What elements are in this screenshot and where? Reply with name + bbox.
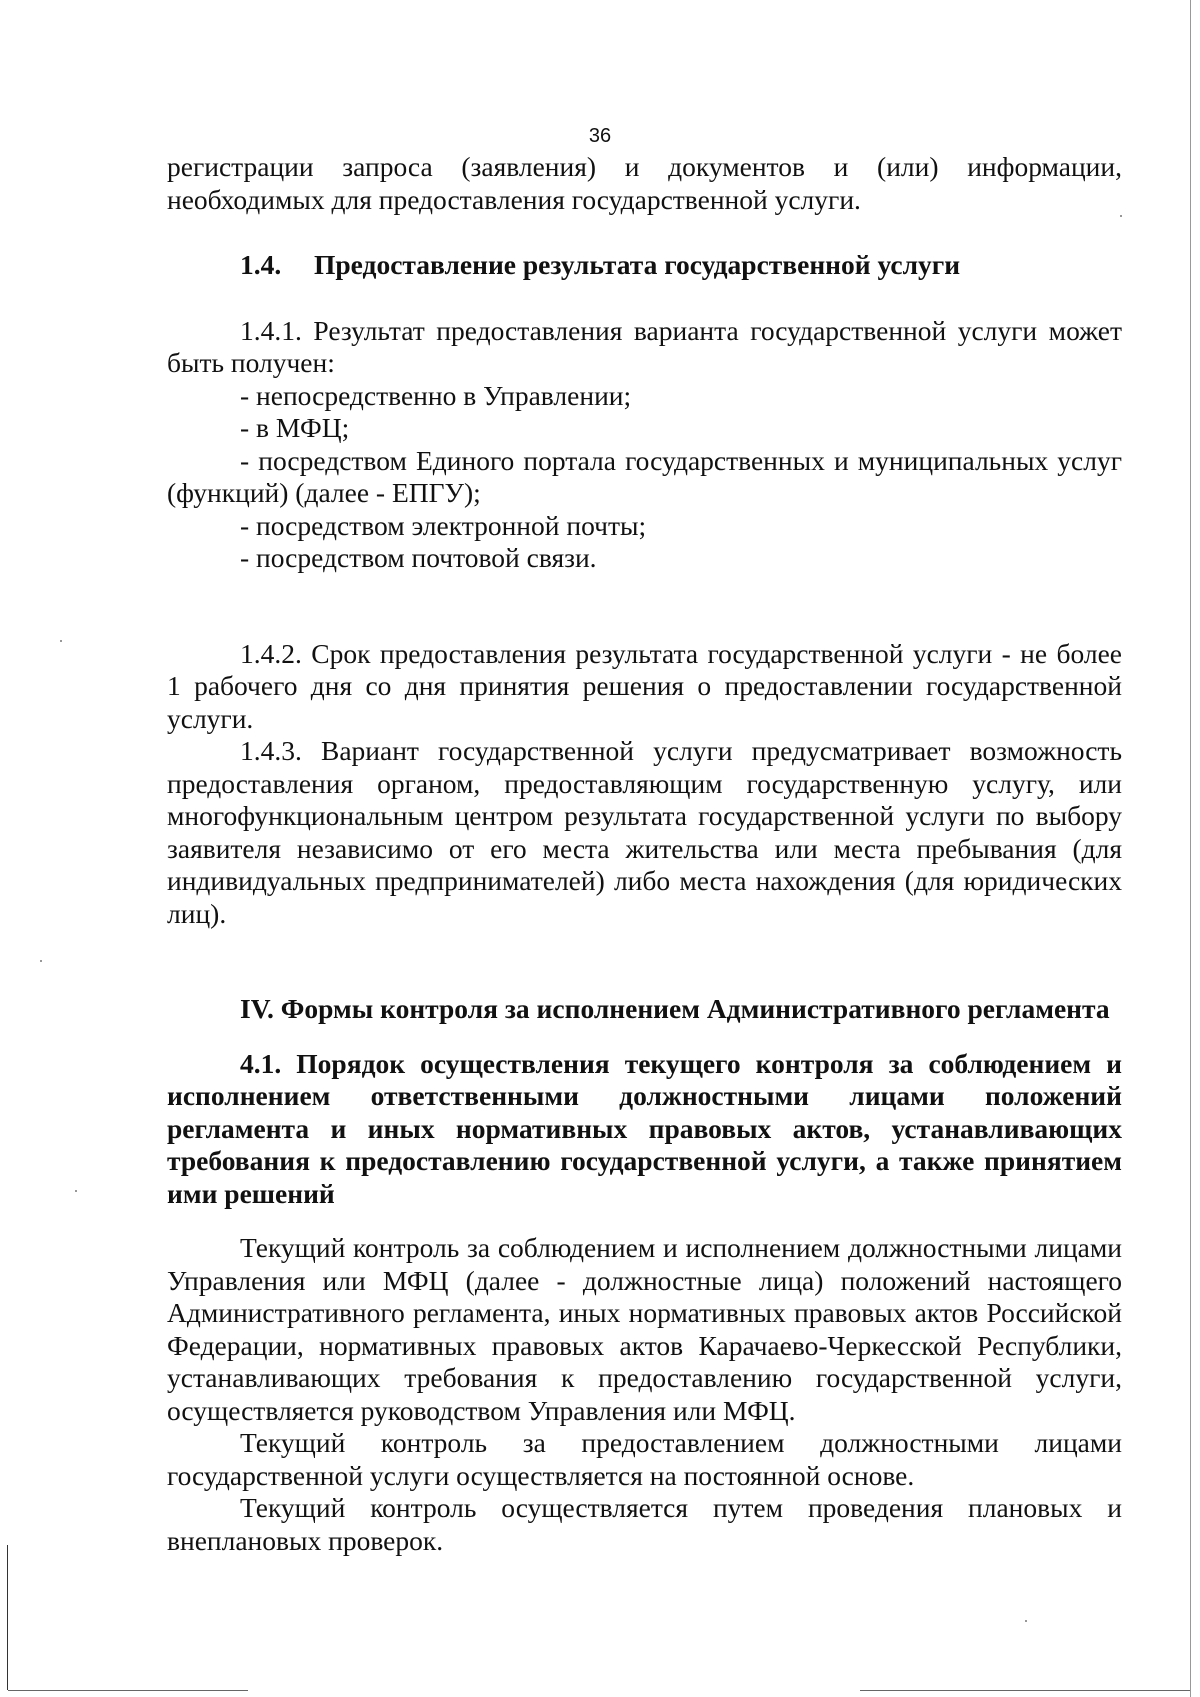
paragraph-1-4-2: 1.4.2. Срок предоставления результата государственной услуги - не более 1 рабочего дня со дня принятия решения о предоставлении государственной услуги. xyxy=(167,637,1122,734)
list-item: - посредством Единого портала государственных и муниципальных услуг (функций) (далее - ЕПГУ); xyxy=(167,444,1122,508)
document-body xyxy=(167,151,1122,1557)
section-1-4-number: 1.4. xyxy=(240,249,282,280)
list-item: - посредством почтовой связи. xyxy=(240,542,597,573)
control-paragraph-2: Текущий контроль за предоставлением должностными лицами государственной услуги осуществляется на постоянной основе. xyxy=(167,1427,1122,1491)
scan-edge-bottom-left xyxy=(8,1690,248,1691)
list-item: - посредством электронной почты; xyxy=(240,509,647,541)
section-iv-heading: IV. Формы контроля за исполнением Административного регламента xyxy=(240,993,1110,1024)
control-paragraph-3: Текущий контроль осуществляется путем проведения плановых и внеплановых проверок. xyxy=(167,1492,1122,1556)
paragraph-1-4-3: 1.4.3. Вариант государственной услуги предусматривает возможность предоставления органом, предоставляющим государственную услугу, или многофункциональным центром результата государственной услуги по выбору заявителя независимо от его места жительства или места пребывания (для индивидуальных предпринимателей) либо места нахождения (для юридических лиц). xyxy=(167,735,1122,929)
scan-speck xyxy=(1025,1620,1027,1622)
scan-edge-bottom-right xyxy=(860,1690,1190,1691)
section-1-4-title: Предоставление результата государственной услуги xyxy=(314,249,961,280)
scan-speck xyxy=(75,1190,77,1192)
control-paragraph-1: Текущий контроль за соблюдением и исполнением должностными лицами Управления или МФЦ (далее - должностные лица) положений настоящего Административного регламента, иных нормативных правовых актов Российской Федерации, нормативных правовых актов Карачаево-Черкесской Республики, устанавливающих требования к предоставлению государственной услуги, осуществляется руководством Управления или МФЦ. xyxy=(167,1232,1122,1426)
scan-speck xyxy=(60,640,62,642)
page-number: 36 xyxy=(588,125,612,147)
scan-edge-right xyxy=(1190,0,1191,1697)
scan-speck xyxy=(40,960,42,962)
section-1-4-heading xyxy=(167,249,1122,282)
paragraph-1-4-1: 1.4.1. Результат предоставления варианта государственной услуги может быть получен: xyxy=(167,314,1122,378)
list-item: - непосредственно в Управлении; xyxy=(240,379,632,411)
list-item: - в МФЦ; xyxy=(240,412,350,443)
scan-speck xyxy=(1120,215,1122,217)
section-4-1-heading: 4.1. Порядок осуществления текущего контроля за соблюдением и исполнением ответственными должностными лицами положений регламента и иных нормативных правовых актов, устанавливающих требования к предоставлению государственной услуги, а также принятием ими решений xyxy=(167,1047,1122,1209)
scan-edge-left xyxy=(7,1545,8,1690)
intro-paragraph: регистрации запроса (заявления) и документов и (или) информации, необходимых для предоставления государственной услуги. xyxy=(167,151,1122,215)
